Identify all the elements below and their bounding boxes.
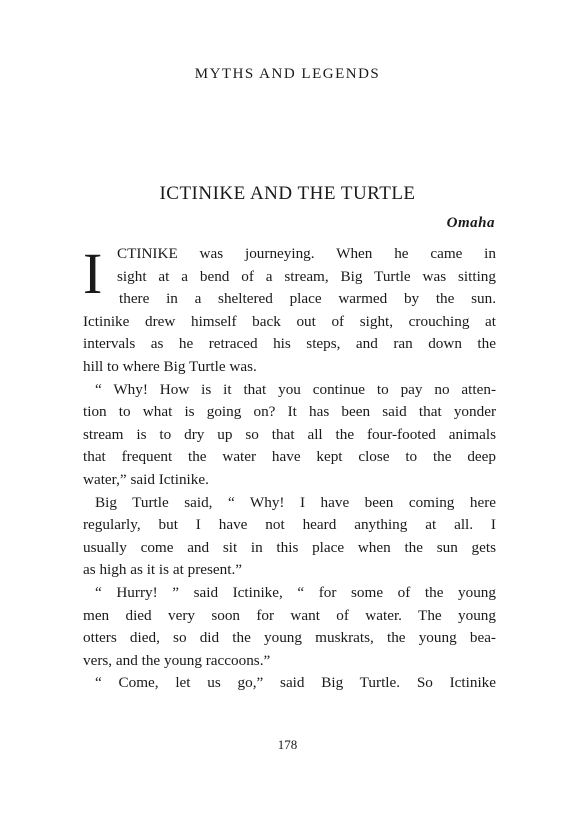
running-head: MYTHS AND LEGENDS (194, 66, 381, 82)
drop-cap: I (83, 241, 103, 306)
text-line: as high as it is at present.” (83, 561, 243, 579)
text-line: CTINIKE was journeying. When he came in (117, 245, 496, 262)
text-line: Ictinike drew himself back out of sight, crouching at (83, 312, 496, 330)
text-line: otters died, so did the young muskrats, the young bea- (83, 629, 496, 647)
text-line: stream is to dry up so that all the four-footed animals (83, 425, 496, 443)
story-text (83, 243, 496, 695)
page-number: 178 (277, 737, 298, 752)
text-line: “ Why! How is it that you continue to pay no atten- (95, 380, 496, 398)
text-line: intervals as he retraced his steps, and ran down the (83, 335, 496, 353)
text-line: that frequent the water have kept close to the deep (83, 448, 496, 466)
text-line: sight at a bend of a stream, Big Turtle was sitting (117, 267, 496, 285)
text-line: “ Come, let us go,” said Big Turtle. So Ictinike (95, 674, 496, 692)
tribe-attribution: Omaha (446, 215, 495, 231)
text-line: there in a sheltered place warmed by the sun. (119, 290, 496, 308)
story-title: ICTINIKE AND THE TURTLE (159, 183, 416, 204)
text-line: hill to where Big Turtle was. (83, 357, 257, 375)
text-line: regularly, but I have not heard anything at all. I (83, 516, 496, 534)
text-line: water,” said Ictinike. (83, 470, 209, 488)
text-line: “ Hurry! ” said Ictinike, “ for some of the young (95, 583, 496, 601)
text-line: men died very soon for want of water. The young (83, 606, 496, 624)
text-line: usually come and sit in this place when the sun gets (83, 538, 496, 556)
text-line: tion to what is going on? It has been said that yonder (83, 403, 496, 421)
text-line: vers, and the young raccoons.” (83, 651, 271, 669)
text-line: Big Turtle said, “ Why! I have been coming here (95, 493, 496, 511)
